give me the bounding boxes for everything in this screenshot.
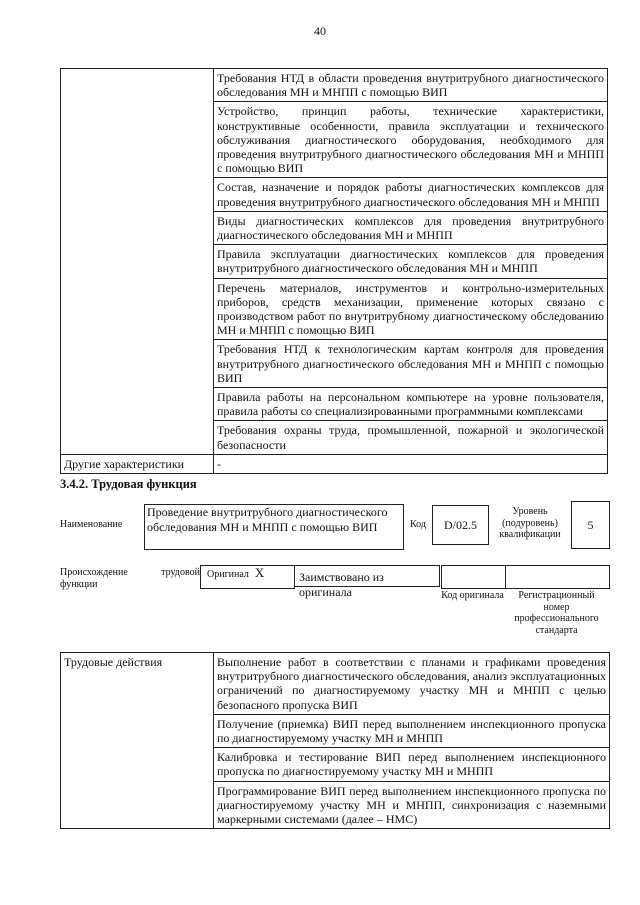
origin-label: Происхождение трудовой функции — [60, 567, 200, 590]
reg-number-caption: Регистрационный номер профессионального стандарта — [514, 590, 599, 636]
name-label: Наименование — [60, 519, 123, 530]
section-title: 3.4.2. Трудовая функция — [60, 477, 197, 491]
table-row — [61, 69, 608, 102]
table-cell: Программирование ВИП перед выполнением инспекционного пропуска по диагностируемому участку МН и МНПП, синхронизация с наземными маркерными системами (далее – НМС) — [214, 781, 610, 829]
empty-label-cell — [61, 69, 214, 455]
table-cell: Требования охраны труда, промышленной, пожарной и экологической безопасности — [214, 421, 608, 454]
table-cell: Получение (приемка) ВИП перед выполнением инспекционного пропуска по диагностируемому участку МН и МНПП — [214, 714, 610, 747]
table-cell: Требования НТД к технологическим картам контроля для проведения внутритрубного диагностического обследования МН и МНПП с помощью ВИП — [214, 340, 608, 388]
borrowed-cell: Заимствовано из оригинала — [294, 565, 440, 587]
table-cell: Виды диагностических комплексов для проведения внутритрубного диагностического обследования МН и МНПП — [214, 211, 608, 244]
code-original-box — [441, 565, 506, 589]
table-cell: Устройство, принцип работы, технические характеристики, конструктивные особенности, правила эксплуатации и технического обслуживания диагностического оборудования, необходимого для проведения внутритрубного диагностического обследования МН и МНПП с помощью ВИП — [214, 102, 608, 178]
qualification-level-box: 5 — [571, 501, 610, 549]
table-cell: Перечень материалов, инструментов и контрольно-измерительных приборов, средств механизации, применение которых связано с производством работ по внутритрубному диагностическому обследованию МН и МНПП с помощью ВИП — [214, 278, 608, 340]
table-cell: Правила работы на персональном компьютере на уровне пользователя, правила работы со специализированными программными комплексами — [214, 388, 608, 421]
original-label: Оригинал — [207, 569, 249, 580]
other-characteristics-label: Другие характеристики — [61, 454, 214, 473]
function-name-box: Проведение внутритрубного диагностического обследования МН и МНПП с помощью ВИП — [144, 504, 404, 550]
code-label: Код — [410, 519, 426, 530]
table-cell: Состав, назначение и порядок работы диагностических комплексов для проведения внутритрубного диагностического обследования МН и МНПП — [214, 178, 608, 211]
table-cell: Выполнение работ в соответствии с планами и графиками проведения внутритрубного диагностического обследования, анализ эксплуатационных ограничений по диагностируемому участку МН и МНПП с целью безопасного пропуска ВИП — [214, 653, 610, 715]
table-cell: Требования НТД в области проведения внутритрубного диагностического обследования МН и МНПП с помощью ВИП — [214, 69, 608, 102]
qualification-level-label: Уровень (подуровень) квалификации — [499, 506, 561, 540]
requirements-table — [60, 68, 608, 474]
code-original-caption: Код оригинала — [441, 590, 504, 601]
labor-actions-label: Трудовые действия — [61, 653, 214, 829]
original-mark: X — [254, 565, 265, 580]
reg-number-box — [505, 565, 610, 589]
code-value-box: D/02.5 — [432, 505, 489, 545]
original-cell — [200, 565, 295, 589]
table-cell: Правила эксплуатации диагностических комплексов для проведения внутритрубного диагностического обследования МН и МНПП — [214, 245, 608, 278]
labor-actions-table — [60, 652, 610, 829]
page-number: 40 — [314, 24, 326, 38]
table-row — [61, 454, 608, 473]
table-cell: Калибровка и тестирование ВИП перед выполнением инспекционного пропуска по диагностируемому участку МН и МНПП — [214, 748, 610, 781]
table-row — [61, 653, 610, 715]
other-characteristics-value: - — [214, 454, 608, 473]
